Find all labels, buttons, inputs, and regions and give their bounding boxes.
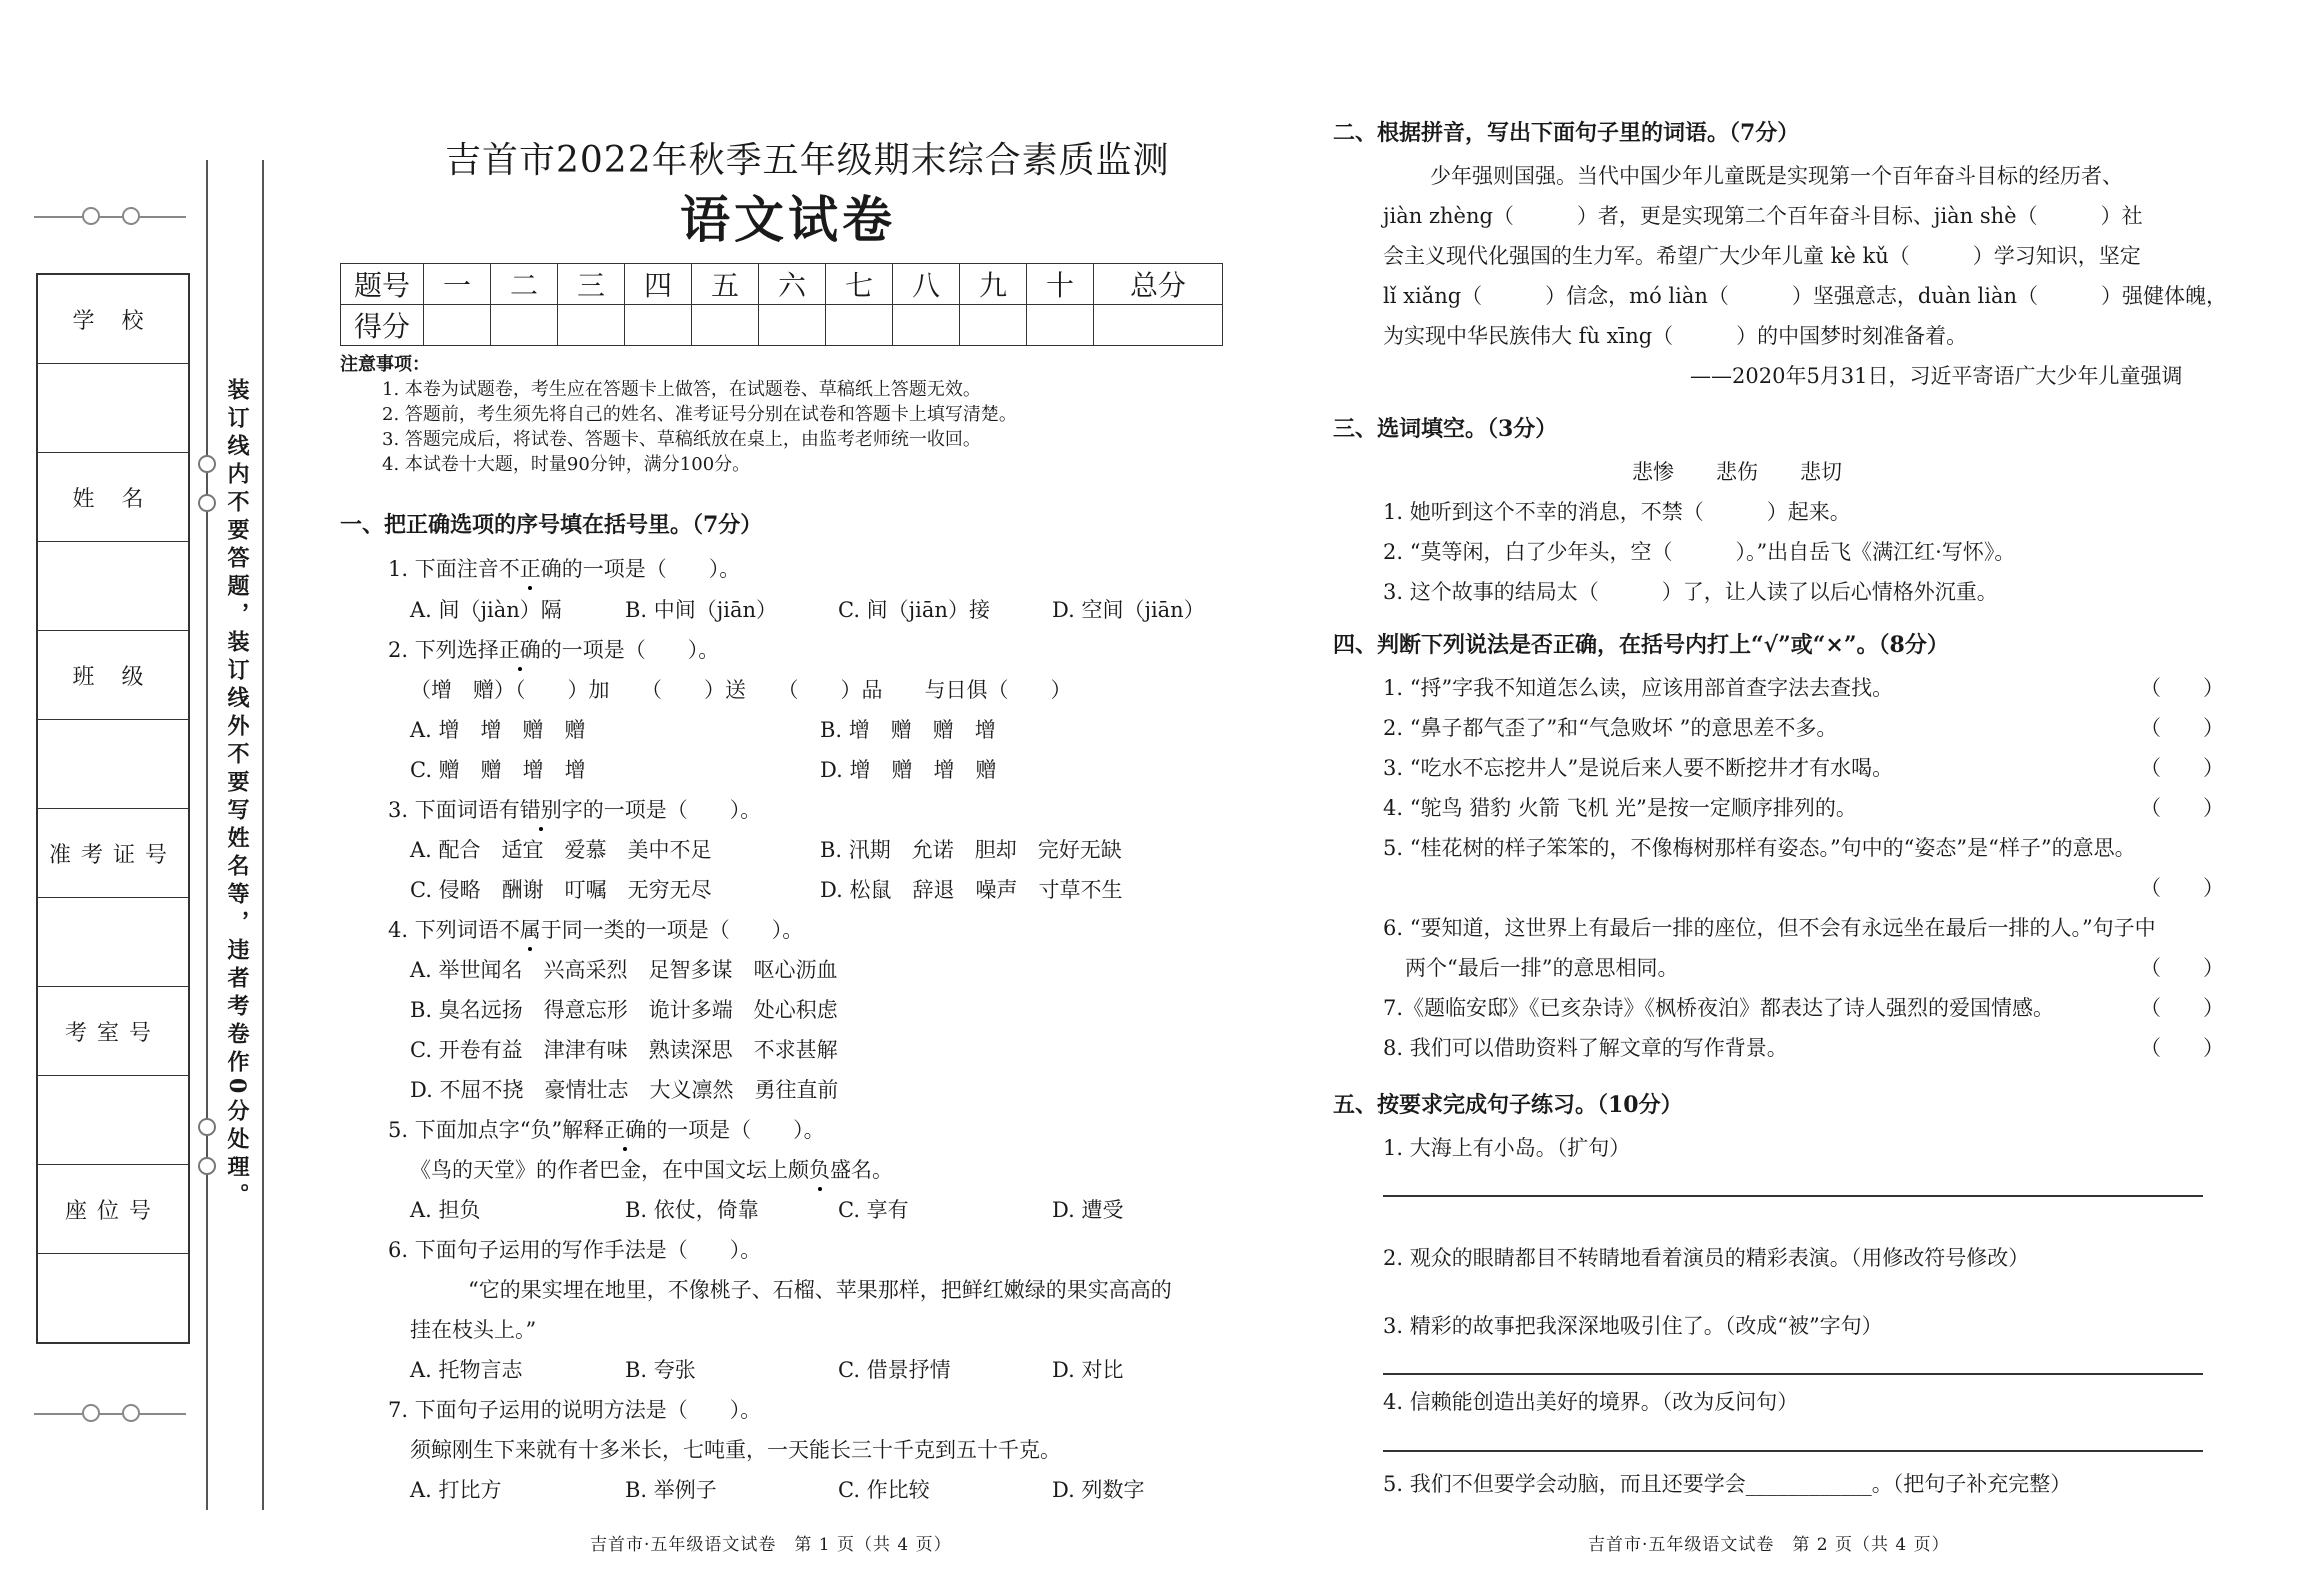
score-cell[interactable]	[424, 305, 491, 346]
section2-line: 为实现中华民族伟大 fù xīng（ ）的中国梦时刻准备着。	[1383, 324, 1968, 348]
q6-line2: 挂在枝头上。”	[410, 1318, 537, 1342]
score-cell[interactable]	[826, 305, 893, 346]
score-header-cell: 四	[625, 264, 692, 305]
judge-bracket[interactable]: （ ）	[2140, 676, 2224, 700]
section4-item: 8. 我们可以借助资料了解文章的写作背景。	[1383, 1036, 1788, 1060]
binding-line	[262, 160, 264, 1510]
section4-item: 5. “桂花树的样子笨笨的，不像梅树那样有姿态。”句中的“姿态”是“样子”的意思。	[1383, 836, 2136, 860]
section2-line: 会主义现代化强国的生力军。希望广大少年儿童 kè kǔ（ ）学习知识，坚定	[1383, 244, 2141, 268]
section3-item: 3. 这个故事的结局太（ ）了，让人读了以后心情格外沉重。	[1383, 580, 1998, 604]
ornament-ring	[122, 1404, 140, 1422]
q3-option-a: A. 配合 适宜 爱慕 美中不足	[410, 838, 712, 862]
ornament-line-bottom	[34, 1413, 186, 1415]
info-label: 姓 名	[38, 453, 188, 542]
note-item: 4. 本试卷十大题，时量90分钟，满分100分。	[382, 454, 751, 475]
q1-option-c: C. 间（jiān）接	[838, 598, 990, 622]
q7-option-d: D. 列数字	[1052, 1478, 1145, 1502]
q3-stem: 3. 下面词语有错别字的一项是（ ）。	[388, 794, 761, 824]
score-cell[interactable]	[1027, 305, 1094, 346]
judge-bracket[interactable]: （ ）	[2140, 716, 2224, 740]
score-header-cell: 二	[491, 264, 558, 305]
score-cell[interactable]	[692, 305, 759, 346]
note-item: 3. 答题完成后，将试卷、答题卡、草稿纸放在桌上，由监考老师统一收回。	[382, 429, 981, 450]
q4-option-a: A. 举世闻名 兴高采烈 足智多谋 呕心沥血	[410, 958, 838, 982]
section1-title: 一、把正确选项的序号填在括号里。（7分）	[340, 512, 763, 538]
q6-option-d: D. 对比	[1052, 1358, 1124, 1382]
section4-item: 3. “吃水不忘挖井人”是说后来人要不断挖井才有水喝。	[1383, 756, 1894, 780]
score-cell[interactable]	[759, 305, 826, 346]
footer-page-1: 吉首市·五年级语文试卷 第 1 页（共 4 页）	[590, 1535, 952, 1555]
section2-line: jiàn zhèng（ ）者，更是实现第二个百年奋斗目标、jiàn shè（ ）社	[1383, 204, 2143, 228]
binding-hole	[198, 1157, 216, 1175]
binding-hole	[198, 1118, 216, 1136]
q1-option-a: A. 间（jiàn）隔	[410, 598, 562, 622]
info-label: 考室号	[38, 987, 188, 1076]
section4-item: 两个“最后一排”的意思相同。	[1405, 956, 1679, 980]
q4-stem: 4. 下列词语不属于同一类的一项是（ ）。	[388, 914, 803, 944]
section5-item: 2. 观众的眼睛都目不转睛地看着演员的精彩表演。（用修改符号修改）	[1383, 1246, 2030, 1270]
info-label: 学 校	[38, 275, 188, 364]
note-item: 1. 本卷为试题卷，考生应在答题卡上做答，在试题卷、草稿纸上答题无效。	[382, 379, 981, 400]
exam-title: 语文试卷	[680, 190, 896, 249]
section3-item: 1. 她听到这个不幸的消息，不禁（ ）起来。	[1383, 500, 1851, 524]
notes	[340, 352, 1017, 477]
footer-page-2: 吉首市·五年级语文试卷 第 2 页（共 4 页）	[1588, 1535, 1950, 1555]
score-header-cell: 七	[826, 264, 893, 305]
q5-option-b: B. 依仗，倚靠	[625, 1198, 759, 1222]
q3-option-c: C. 侵略 酬谢 叮嘱 无穷无尽	[410, 878, 712, 902]
q6-line1: “它的果实埋在地里，不像桃子、石榴、苹果那样，把鲜红嫩绿的果实高高的	[468, 1278, 1172, 1302]
info-blank[interactable]	[38, 1254, 188, 1342]
section3-item: 2. “莫等闲，白了少年头，空（ ）。”出自岳飞《满江红·写怀》。	[1383, 540, 2016, 564]
q6-option-c: C. 借景抒情	[838, 1358, 951, 1382]
judge-bracket[interactable]: （ ）	[2140, 796, 2224, 820]
section4-title: 四、判断下列说法是否正确，在括号内打上“√”或“×”。（8分）	[1333, 632, 1949, 658]
section3-word-bank: 悲惨 悲伤 悲切	[1632, 460, 1842, 484]
q4-option-c: C. 开卷有益 津津有味 熟读深思 不求甚解	[410, 1038, 838, 1062]
section4-item: 6. “要知道，这世界上有最后一排的座位，但不会有永远坐在最后一排的人。”句子中	[1383, 916, 2156, 940]
score-header-cell: 八	[893, 264, 960, 305]
q6-option-b: B. 夸张	[625, 1358, 696, 1382]
score-header-cell: 六	[759, 264, 826, 305]
exam-subtitle: 吉首市2022年秋季五年级期末综合素质监测	[445, 140, 1170, 181]
judge-bracket[interactable]: （ ）	[2140, 756, 2224, 780]
info-blank[interactable]	[38, 1076, 188, 1165]
info-blank[interactable]	[38, 364, 188, 453]
section3-title: 三、选词填空。（3分）	[1333, 416, 1558, 442]
score-cell[interactable]	[960, 305, 1027, 346]
score-header-cell: 十	[1027, 264, 1094, 305]
score-cell[interactable]	[625, 305, 692, 346]
q6-stem: 6. 下面句子运用的写作手法是（ ）。	[388, 1238, 762, 1262]
q2-option-a: A. 增 增 赠 赠	[410, 718, 586, 742]
q2-option-c: C. 赠 赠 增 增	[410, 758, 586, 782]
section5-item: 5. 我们不但要学会动脑，而且还要学会____________。（把句子补充完整）	[1383, 1472, 2072, 1496]
section5-title: 五、按要求完成句子练习。（10分）	[1333, 1092, 1683, 1118]
info-blank[interactable]	[38, 898, 188, 987]
section5-item: 4. 信赖能创造出美好的境界。（改为反问句）	[1383, 1390, 1799, 1414]
answer-line[interactable]	[1383, 1373, 2203, 1375]
score-cell[interactable]	[558, 305, 625, 346]
judge-bracket[interactable]: （ ）	[2140, 1036, 2224, 1060]
info-blank[interactable]	[38, 542, 188, 631]
binding-hole	[198, 494, 216, 512]
q3-option-d: D. 松鼠 辞退 噪声 寸草不生	[820, 878, 1123, 902]
q5-option-c: C. 享有	[838, 1198, 909, 1222]
info-blank[interactable]	[38, 720, 188, 809]
q2-line: （增 赠）（ ）加 （ ）送 （ ）品 与日俱（ ）	[410, 678, 1072, 702]
score-header-cell: 题号	[341, 264, 424, 305]
score-cell[interactable]	[893, 305, 960, 346]
q7-option-b: B. 举例子	[625, 1478, 717, 1502]
score-header-cell: 三	[558, 264, 625, 305]
binding-warning: 装订线内不要答题，装订线外不要写姓名等，违者考卷作0分处理。	[224, 378, 250, 1212]
section4-item: 2. “鼻子都气歪了”和“气急败坏 ”的意思差不多。	[1383, 716, 1838, 740]
section4-item: 1. “捋”字我不知道怎么读，应该用部首查字法去查找。	[1383, 676, 1894, 700]
ornament-ring	[82, 207, 100, 225]
section5-item: 3. 精彩的故事把我深深地吸引住了。（改成“被”字句）	[1383, 1314, 1883, 1338]
ornament-ring	[122, 207, 140, 225]
q2-option-b: B. 增 赠 赠 增	[820, 718, 996, 742]
info-label: 班 级	[38, 631, 188, 720]
q5-stem: 5. 下面加点字“负”解释正确的一项是（ ）。	[388, 1114, 825, 1144]
q1-stem: 1. 下面注音不正确的一项是（ ）。	[388, 553, 740, 583]
q2-option-d: D. 增 赠 增 赠	[820, 758, 997, 782]
score-cell[interactable]	[491, 305, 558, 346]
q4-option-b: B. 臭名远扬 得意忘形 诡计多端 处心积虑	[410, 998, 838, 1022]
score-table	[340, 263, 1223, 346]
student-info-table	[36, 273, 190, 1344]
section4-item: 7.《题临安邸》《已亥杂诗》《枫桥夜泊》都表达了诗人强烈的爱国情感。	[1383, 996, 2055, 1020]
section4-item: 4. “鸵鸟 猎豹 火箭 飞机 光”是按一定顺序排列的。	[1383, 796, 1857, 820]
q1-option-b: B. 中间（jiān）	[625, 598, 778, 622]
q5-option-a: A. 担负	[410, 1198, 481, 1222]
q7-option-c: C. 作比较	[838, 1478, 930, 1502]
info-label: 座位号	[38, 1165, 188, 1254]
q5-line: 《鸟的天堂》的作者巴金，在中国文坛上颇负盛名。	[410, 1154, 893, 1184]
q5-option-d: D. 遭受	[1052, 1198, 1124, 1222]
q6-option-a: A. 托物言志	[410, 1358, 523, 1382]
answer-line[interactable]	[1383, 1450, 2203, 1452]
judge-bracket[interactable]: （ ）	[2140, 876, 2224, 900]
section2-source: ——2020年5月31日，习近平寄语广大少年儿童强调	[1690, 364, 2183, 388]
ornament-line-top	[34, 216, 186, 218]
score-header-cell: 一	[424, 264, 491, 305]
binding-line	[206, 160, 208, 1510]
q7-line: 须鲸刚生下来就有十多米长，七吨重，一天能长三十千克到五十千克。	[410, 1438, 1061, 1462]
judge-bracket[interactable]: （ ）	[2140, 956, 2224, 980]
score-row-label: 得分	[341, 305, 424, 346]
note-item: 2. 答题前，考生须先将自己的姓名、准考证号分别在试卷和答题卡上填写清楚。	[382, 404, 1017, 425]
section5-item: 1. 大海上有小岛。（扩句）	[1383, 1136, 1631, 1160]
q4-option-d: D. 不屈不挠 豪情壮志 大义凛然 勇往直前	[410, 1078, 839, 1102]
q7-stem: 7. 下面句子运用的说明方法是（ ）。	[388, 1398, 762, 1422]
q1-option-d: D. 空间（jiān）	[1052, 598, 1205, 622]
q7-option-a: A. 打比方	[410, 1478, 502, 1502]
answer-line[interactable]	[1383, 1195, 2203, 1197]
judge-bracket[interactable]: （ ）	[2140, 996, 2224, 1020]
score-cell[interactable]	[1094, 305, 1223, 346]
info-label: 准考证号	[38, 809, 188, 898]
score-header-cell: 五	[692, 264, 759, 305]
ornament-ring	[82, 1404, 100, 1422]
binding-hole	[198, 455, 216, 473]
notes-title: 注意事项：	[340, 354, 430, 375]
q2-stem: 2. 下列选择正确的一项是（ ）。	[388, 634, 719, 664]
score-header-cell: 总分	[1094, 264, 1223, 305]
section2-line: lǐ xiǎng（ ）信念，mó liàn（ ）坚强意志，duàn liàn（ ）强健体魄，	[1383, 284, 2228, 308]
section2-title: 二、根据拼音，写出下面句子里的词语。（7分）	[1333, 120, 1800, 146]
score-header-cell: 九	[960, 264, 1027, 305]
section2-line: 少年强则国强。当代中国少年儿童既是实现第一个百年奋斗目标的经历者、	[1430, 164, 2123, 188]
q3-option-b: B. 汛期 允诺 胆却 完好无缺	[820, 838, 1122, 862]
